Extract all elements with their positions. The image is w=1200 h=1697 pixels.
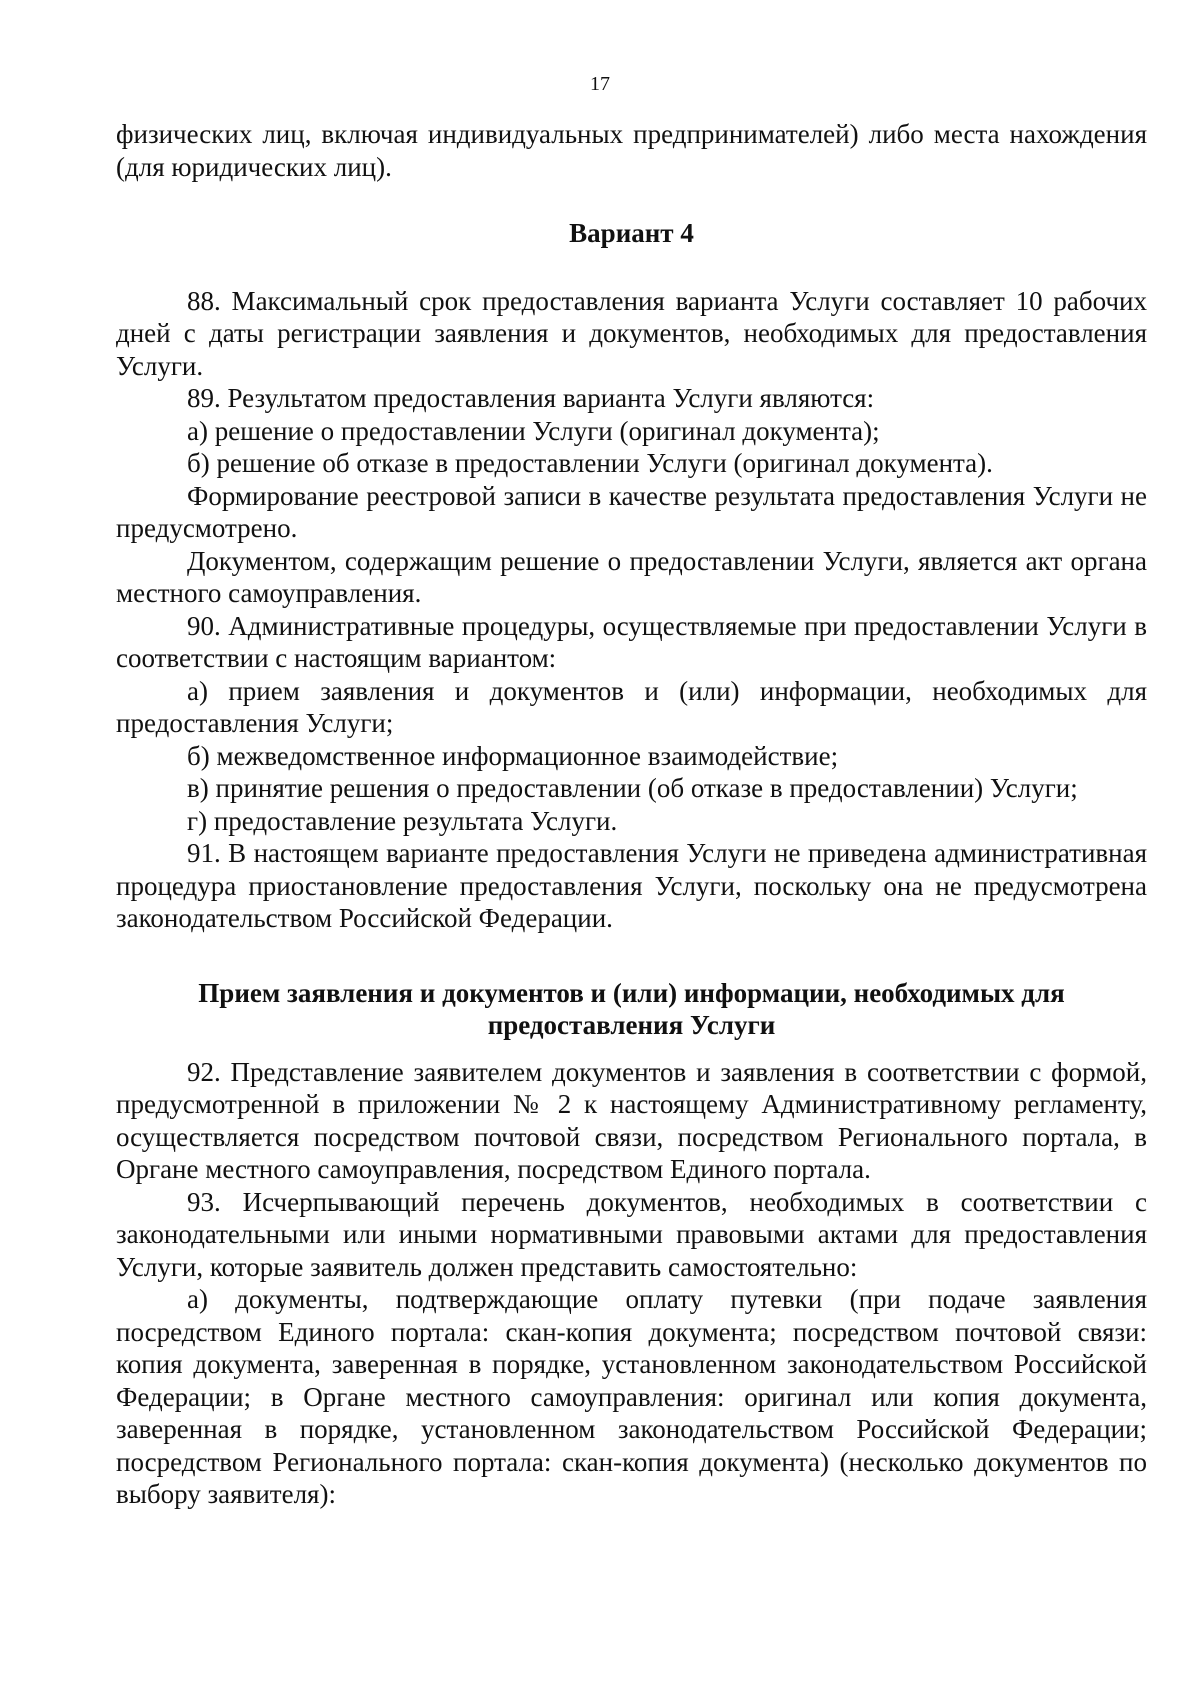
paragraph-registry-record: Формирование реестровой записи в качестве результата предоставления Услуги не предусмотрено. bbox=[116, 480, 1147, 543]
paragraph-93-item-a: а) документы, подтверждающие оплату путевки (при подаче заявления посредством Единого портала: скан-копия документа; посредством почтовой связи: копия документа, заверенная в порядке, установленном законодательством Российской Федерации; в Органе местного самоуправления: оригинал или копия документа, заверенная в порядке, установленном законодательством Российской Федерации; посредством Регионального портала: скан-копия документа) (несколько документов по выбору заявителя): bbox=[116, 1284, 1147, 1509]
paragraph-89-item-b: б) решение об отказе в предоставлении Услуги (оригинал документа). bbox=[187, 448, 993, 478]
paragraph-90-item-d: г) предоставление результата Услуги. bbox=[187, 805, 618, 836]
paragraph-decision-document: Документом, содержащим решение о предоставлении Услуги, является акт органа местного самоуправления. bbox=[116, 545, 1147, 608]
paragraph-93: 93. Исчерпывающий перечень документов, необходимых в соответствии с законодательными или иными нормативными правовыми актами для предоставления Услуги, которые заявитель должен представить самостоятельно: bbox=[116, 1186, 1147, 1282]
paragraph-90-item-c: в) принятие решения о предоставлении (об отказе в предоставлении) Услуги; bbox=[187, 773, 1078, 803]
heading-variant-4: Вариант 4 bbox=[569, 218, 694, 248]
lead-paragraph: физических лиц, включая индивидуальных предпринимателей) либо места нахождения (для юридических лиц). bbox=[116, 119, 1147, 182]
page-number: 17 bbox=[590, 73, 610, 95]
document-body bbox=[116, 118, 1147, 1511]
paragraph-90-item-b: б) межведомственное информационное взаимодействие; bbox=[187, 740, 839, 771]
paragraph-89-item-a: а) решение о предоставлении Услуги (оригинал документа); bbox=[187, 415, 880, 446]
paragraph-90: 90. Административные процедуры, осуществляемые при предоставлении Услуги в соответствии с настоящим вариантом: bbox=[116, 610, 1147, 673]
paragraph-88: 88. Максимальный срок предоставления варианта Услуги составляет 10 рабочих дней с даты регистрации заявления и документов, необходимых для предоставления Услуги. bbox=[116, 285, 1147, 381]
paragraph-91: 91. В настоящем варианте предоставления Услуги не приведена административная процедура приостановление предоставления Услуги, поскольку она не предусмотрена законодательством Российской Федерации. bbox=[116, 838, 1147, 933]
paragraph-90-item-a: а) прием заявления и документов и (или) информации, необходимых для предоставления Услуги; bbox=[116, 675, 1147, 738]
paragraph-89: 89. Результатом предоставления варианта Услуги являются: bbox=[187, 383, 875, 413]
heading-reception-of-application: Прием заявления и документов и (или) информации, необходимых для предоставления Услуги bbox=[198, 977, 1065, 1040]
paragraph-92: 92. Представление заявителем документов и заявления в соответствии с формой, предусмотренной в приложении № 2 к настоящему Административному регламенту, осуществляется посредством почтовой связи, посредством Регионального портала, в Органе местного самоуправления, посредством Единого портала. bbox=[116, 1056, 1147, 1184]
